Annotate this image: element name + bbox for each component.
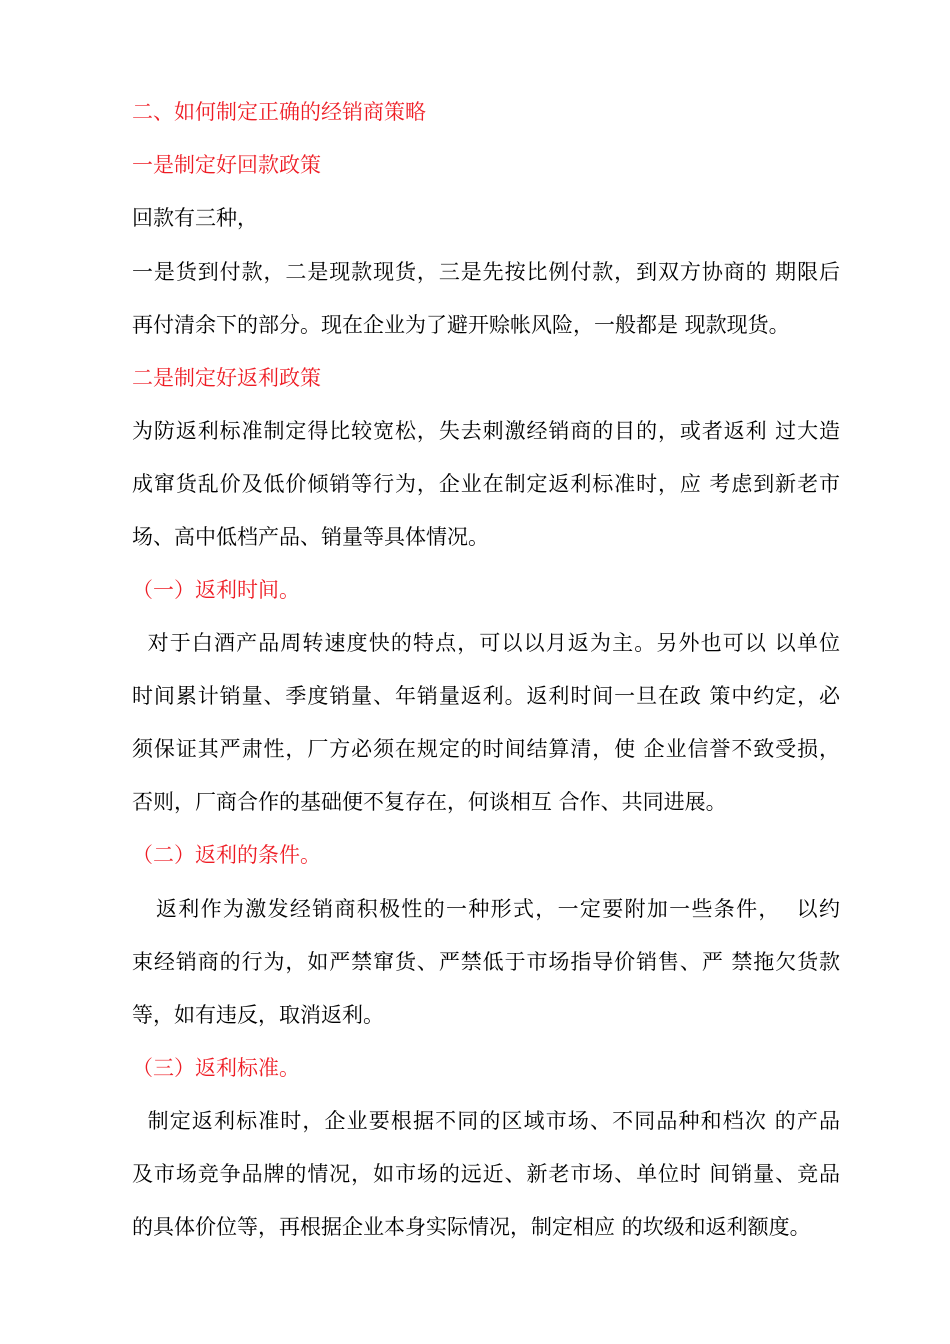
paragraph-line: 及市场竞争品牌的情况，如市场的远近、新老市场、单位时 间销量、竞品 xyxy=(132,1162,840,1186)
paragraph-line: 场、高中低档产品、销量等具体情况。 xyxy=(132,525,489,549)
paragraph-line: 束经销商的行为，如严禁窜货、严禁低于市场指导价销售、严 禁拖欠货款 xyxy=(132,950,840,974)
subsection-heading-rebate-standard: （三）返利标准。 xyxy=(132,1056,300,1080)
paragraph-line: 否则，厂商合作的基础便不复存在，何谈相互 合作、共同进展。 xyxy=(132,790,727,814)
section-heading-rebate: 二是制定好返利政策 xyxy=(132,366,321,390)
paragraph-line: 对于白酒产品周转速度快的特点，可以以月返为主。另外也可以 以单位 xyxy=(132,631,840,655)
paragraph-line: 等，如有违反，取消返利。 xyxy=(132,1003,384,1027)
paragraph-line: 制定返利标准时，企业要根据不同的区域市场、不同品种和档次 的产品 xyxy=(132,1109,840,1133)
paragraph-line: 一是货到付款，二是现款现货，三是先按比例付款，到双方协商的 期限后 xyxy=(132,260,840,284)
paragraph-line: 再付清余下的部分。现在企业为了避开赊帐风险，一般都是 现款现货。 xyxy=(132,313,790,337)
paragraph-line: 成窜货乱价及低价倾销等行为，企业在制定返利标准时，应 考虑到新老市 xyxy=(132,472,840,496)
paragraph-line: 返利作为激发经销商积极性的一种形式，一定要附加一些条件， 以约 xyxy=(132,897,840,921)
subsection-heading-rebate-time: （一）返利时间。 xyxy=(132,578,300,602)
paragraph-line: 时间累计销量、季度销量、年销量返利。返利时间一旦在政 策中约定，必 xyxy=(132,684,840,708)
paragraph-line: 为防返利标准制定得比较宽松，失去刺激经销商的目的，或者返利 过大造 xyxy=(132,419,840,443)
subsection-heading-rebate-conditions: （二）返利的条件。 xyxy=(132,843,321,867)
main-heading: 二、如何制定正确的经销商策略 xyxy=(132,100,426,124)
paragraph-line: 须保证其严肃性，厂方必须在规定的时间结算清，使 企业信誉不致受损， xyxy=(132,737,840,761)
paragraph-line: 的具体价位等，再根据企业本身实际情况，制定相应 的坎级和返利额度。 xyxy=(132,1215,811,1239)
paragraph-line: 回款有三种， xyxy=(132,206,258,230)
section-heading-payment: 一是制定好回款政策 xyxy=(132,153,321,177)
